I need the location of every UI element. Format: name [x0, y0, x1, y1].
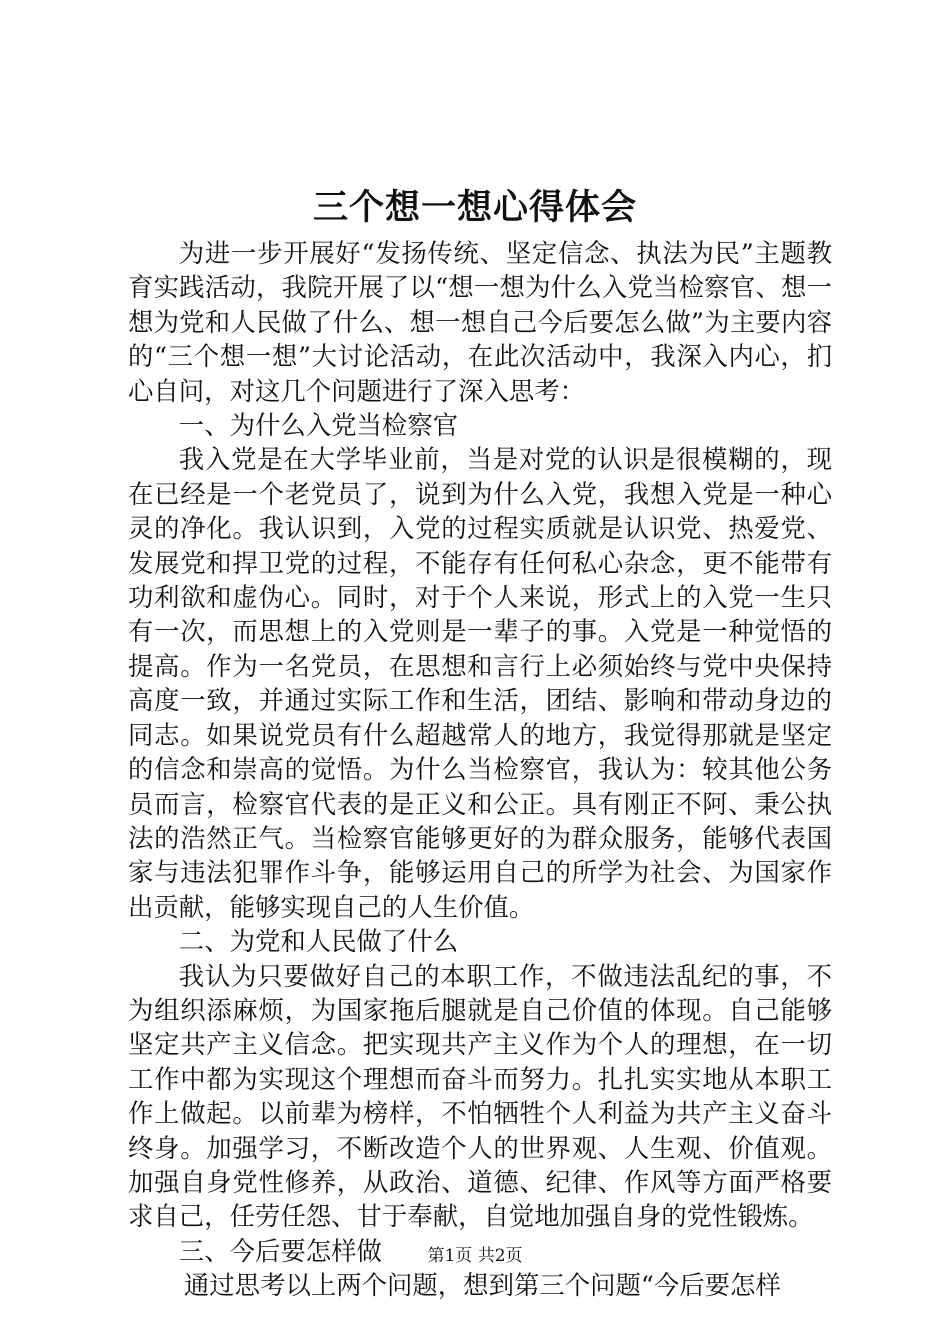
section-heading-2: 二、为党和人民做了什么	[178, 926, 459, 957]
page-footer: 第1页 共2页	[427, 1246, 523, 1266]
section-body-3: 通过思考以上两个问题，想到第三个问题“今后要怎样	[183, 1270, 781, 1301]
section-heading-1: 一、为什么入党当检察官	[178, 410, 459, 441]
section-body-2: 我认为只要做好自己的本职工作，不做违法乱纪的事，不为组织添麻烦，为国家拖后腿就是自己价值的体现。自己能够坚定共产主义信念。把实现共产主义作为个人的理想，在一切工作中都为实现这个理想而奋斗而努力。扎扎实实地从本职工作上做起。以前辈为榜样，不怕牺牲个人利益为共产主义奋斗终身。加强学习，不断改造个人的世界观、人生观、价值观。加强自身党性修养，从政治、道德、纪律、作风等方面严格要求自己，任劳任怨、甘于奉献，自觉地加强自身的党性锻炼。	[128, 960, 832, 1232]
document-title: 三个想一想心得体会	[312, 187, 637, 228]
document-body	[128, 236, 832, 1303]
intro-paragraph: 为进一步开展好“发扬传统、坚定信念、执法为民”主题教育实践活动，我院开展了以“想一想为什么入党当检察官、想一想为党和人民做了什么、想一想自己今后要怎么做”为主要内容的“三个想一想”大讨论活动，在此次活动中，我深入内心，扪心自问，对这几个问题进行了深入思考：	[128, 238, 832, 406]
section-heading-3: 三、今后要怎样做	[178, 1235, 382, 1266]
section-body-1: 我入党是在大学毕业前，当是对党的认识是很模糊的，现在已经是一个老党员了，说到为什么入党，我想入党是一种心灵的净化。我认识到，入党的过程实质就是认识党、热爱党、发展党和捍卫党的过程，不能存有任何私心杂念，更不能带有功利欲和虚伪心。同时，对于个人来说，形式上的入党一生只有一次，而思想上的入党则是一辈子的事。入党是一种觉悟的提高。作为一名党员，在思想和言行上必须始终与党中央保持高度一致，并通过实际工作和生活，团结、影响和带动身边的同志。如果说党员有什么超越常人的地方，我觉得那就是坚定的信念和崇高的觉悟。为什么当检察官，我认为：较其他公务员而言，检察官代表的是正义和公正。具有刚正不阿、秉公执法的浩然正气。当检察官能够更好的为群众服务，能够代表国家与违法犯罪作斗争，能够运用自己的所学为社会、为国家作出贡献，能够实现自己的人生价值。	[128, 444, 832, 922]
